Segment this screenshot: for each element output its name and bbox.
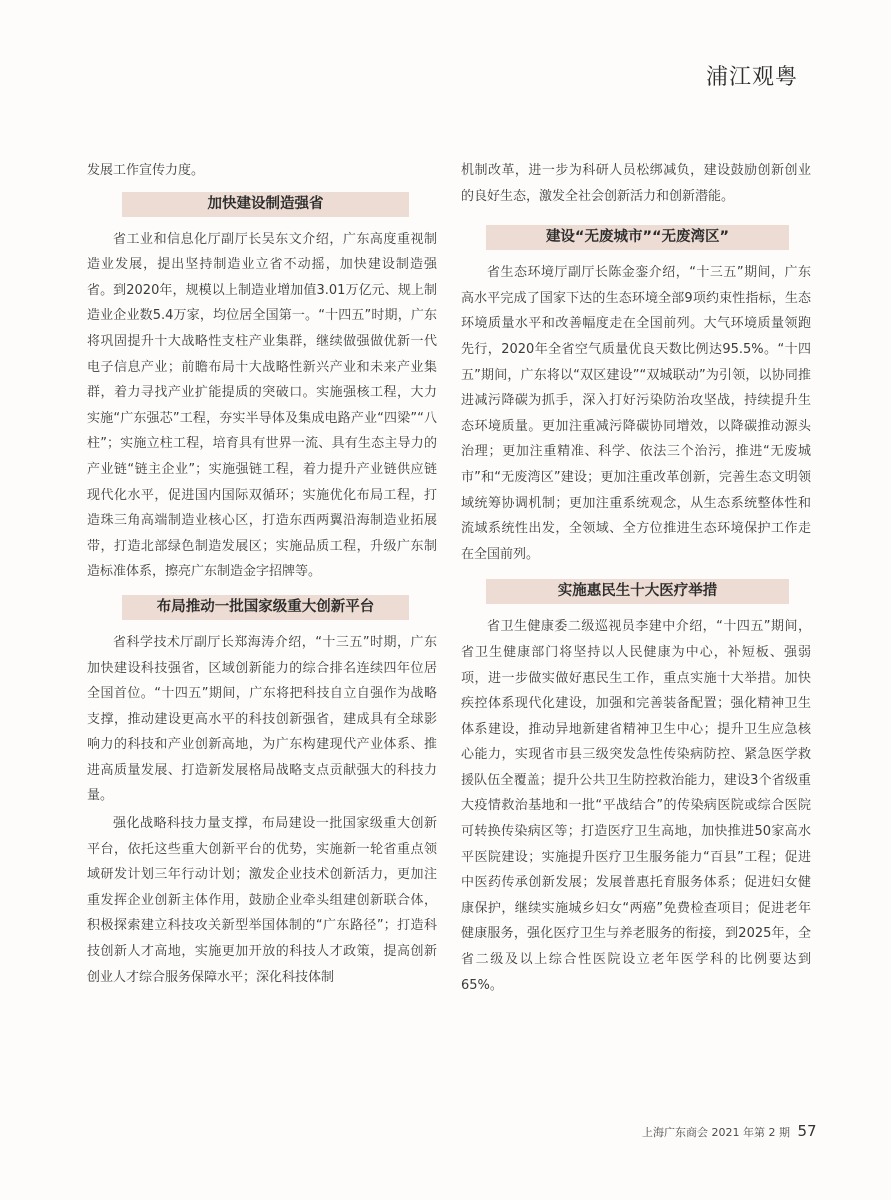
left-column <box>87 158 437 990</box>
right-column <box>461 158 811 998</box>
section-heading-manufacturing: 加快建设制造强省 <box>122 192 409 217</box>
page-footer <box>642 1122 817 1140</box>
section-heading-healthcare: 实施惠民生十大医疗举措 <box>486 579 789 604</box>
paragraph: 省工业和信息化厅副厅长吴东文介绍，广东高度重视制造业发展，提出坚持制造业立省不动摇，加快建设制造强省。到2020年，规模以上制造业增加值3.01万亿元、规上制造业企业数5.4万家，均位居全国第一。“十四五”时期，广东将巩固提升十大战略性支柱产业集群，继续做强做优新一代电子信息产业；前瞻布局十大战略性新兴产业和未来产业集群，着力寻找产业扩能提质的突破口。实施强核工程，大力实施“广东强芯”工程，夯实半导体及集成电路产业“四梁”“八柱”；实施立柱工程，培育具有世界一流、具有生态主导力的产业链“链主企业”；实施强链工程，着力提升产业链供应链现代化水平，促进国内国际双循环；实施优化布局工程，打造珠三角高端制造业核心区，打造东西两翼沿海制造业拓展带，打造北部绿色制造发展区；实施品质工程，升级广东制造标准体系，擦亮广东制造金字招牌等。 <box>87 231 437 580</box>
paragraph: 省生态环境厅副厅长陈金銮介绍，“十三五”期间，广东高水平完成了国家下达的生态环境全部9项约束性指标，生态环境质量水平和改善幅度走在全国前列。大气环境质量领跑先行，2020年全省空气质量优良天数比例达95.5%。“十四五”期间，广东将以“双区建设”“双城联动”为引领，以协同推进减污降碳为抓手，深入打好污染防治攻坚战，持续提升生态环境质量。更加注重减污降碳协同增效，以降碳推动源头治理；更加注重精准、科学、依法三个治污，推进“无废城市”和“无废湾区”建设；更加注重改革创新，完善生态文明领域统筹协调机制；更加注重系统观念，从生态系统整体性和流域系统性出发，全领域、全方位推进生态环境保护工作走在全国前列。 <box>461 265 811 562</box>
paragraph-continuation: 机制改革，进一步为科研人员松绑减负，建设鼓励创新创业的良好生态，激发全社会创新活力和创新潜能。 <box>461 163 811 204</box>
page-number: 57 <box>797 1122 817 1140</box>
paragraph-continuation: 发展工作宣传力度。 <box>87 163 205 178</box>
column-title: 浦江观粤 <box>706 65 799 90</box>
paragraph: 省科学技术厅副厅长郑海涛介绍，“十三五”时期，广东加快建设科技强省，区域创新能力的综合排名连续四年位居全国首位。“十四五”期间，广东将把科技自立自强作为战略支撑，推动建设更高水平的科技创新强省，建成具有全球影响力的科技和产业创新高地，为广东构建现代产业体系、推进高质量发展、打造新发展格局战略支点贡献强大的科技力量。 <box>87 634 437 804</box>
section-heading-innovation: 布局推动一批国家级重大创新平台 <box>122 595 409 620</box>
publication-info: 上海广东商会 2021 年第 2 期 <box>642 1126 790 1139</box>
paragraph: 省卫生健康委二级巡视员李建中介绍，“十四五”期间，省卫生健康部门将坚持以人民健康为中心，补短板、强弱项，进一步做实做好惠民生工作，重点实施十大举措。加快疾控体系现代化建设，加强和完善装备配置；强化精神卫生体系建设，推动异地新建省精神卫生中心；提升卫生应急核心能力，实现省市县三级突发急性传染病防控、紧急医学救援队伍全覆盖；提升公共卫生防控救治能力，建设3个省级重大疫情救治基地和一批“平战结合”的传染病医院或综合医院可转换传染病区等；打造医疗卫生高地，加快推进50家高水平医院建设；实施提升医疗卫生服务能力“百县”工程；促进中医药传承创新发展；发展普惠托育服务体系；促进妇女健康保护，继续实施城乡妇女“两癌”免费检查项目；促进老年健康服务，强化医疗卫生与养老服务的衔接，到2025年，全省二级及以上综合性医院设立老年医学科的比例要达到65%。 <box>461 619 811 993</box>
section-heading-waste-free: 建设“无废城市”“无废湾区” <box>486 225 789 250</box>
paragraph: 强化战略科技力量支撑，布局建设一批国家级重大创新平台，依托这些重大创新平台的优势，实施新一轮省重点领域研发计划三年行动计划；激发企业技术创新活力，更加注重发挥企业创新主体作用，鼓励企业牵头组建创新联合体，积极探索建立科技攻关新型举国体制的“广东路径”；打造科技创新人才高地，实施更加开放的科技人才政策，提高创新创业人才综合服务保障水平；深化科技体制 <box>87 816 437 985</box>
